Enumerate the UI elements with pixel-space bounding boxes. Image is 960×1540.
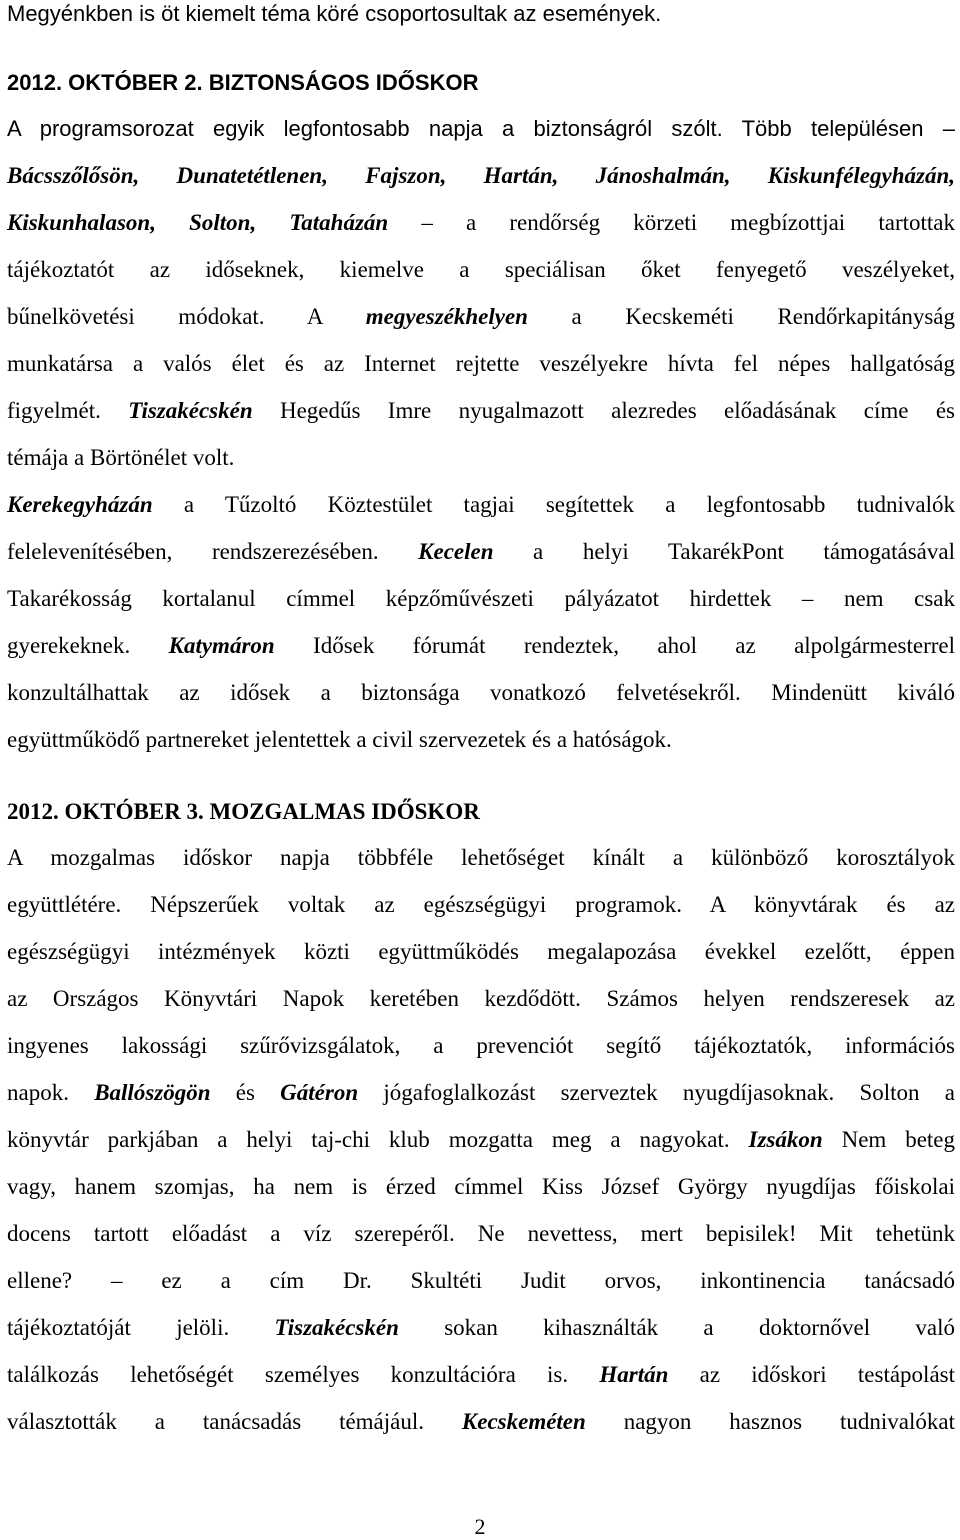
place-name: Kiskunhalason, Solton, Tataházán <box>7 210 389 235</box>
s2-line-7 <box>7 1125 955 1155</box>
place-name: Tiszakécskén <box>128 398 253 423</box>
s2-line-1: A mozgalmas időskor napja többféle lehetőséget kínált a különböző korosztályok <box>7 845 955 870</box>
text-run: Nem beteg <box>822 1127 956 1152</box>
text-run: a Tűzoltó Köztestület tagjai segítettek a legfontosabb tudnivalók <box>152 492 955 517</box>
s1-line-1: A programsorozat egyik legfontosabb napja a biztonságról szólt. Több településen – <box>7 116 955 141</box>
place-name: Gátéron <box>280 1080 359 1105</box>
text-run: a helyi TakarékPont támogatásával <box>493 539 955 564</box>
place-name: Kecelen <box>418 539 494 564</box>
place-name: megyeszékhelyen <box>365 304 528 329</box>
s2-line-9: docens tartott előadást a víz szerepéről. Ne nevettess, mert bepisilek! Mit tehetünk <box>7 1221 955 1246</box>
place-name: Kerekegyházán <box>7 492 153 517</box>
place-name: Izsákon <box>748 1127 823 1152</box>
s2-line-13 <box>7 1407 955 1437</box>
page-number: 2 <box>474 1514 486 1539</box>
s2-line-11 <box>7 1313 955 1343</box>
place-name: Tiszakécskén <box>274 1315 399 1340</box>
section1-heading: 2012. OKTÓBER 2. BIZTONSÁGOS IDŐSKOR <box>7 70 479 95</box>
intro-sentence: Megyénkben is öt kiemelt téma köré csoportosultak az események. <box>7 1 662 26</box>
text-run: gyerekeknek. <box>7 633 169 658</box>
text-run: napok. <box>7 1080 95 1105</box>
s1-line-9 <box>7 490 955 520</box>
place-name: Kecskeméten <box>461 1409 586 1434</box>
s1-line-7 <box>7 396 955 426</box>
s1-line-11: Takarékosság kortalanul címmel képzőművészeti pályázatot hirdettek – nem csak <box>7 586 955 611</box>
text-run: tájékoztatóját jelöli. <box>7 1315 275 1340</box>
section2-heading: 2012. OKTÓBER 3. MOZGALMAS IDŐSKOR <box>7 799 480 824</box>
text-run: nagyon hasznos tudnivalókat <box>585 1409 955 1434</box>
text-run: felelevenítésében, rendszerezésében. <box>7 539 419 564</box>
text-run: a Kecskeméti Rendőrkapitányság <box>527 304 956 329</box>
text-run: figyelmét. <box>7 398 129 423</box>
text-run: választották a tanácsadás témájául. <box>7 1409 462 1434</box>
s1-line-13: konzultálhattak az idősek a biztonsága vonatkozó felvetésekről. Mindenütt kiváló <box>7 680 955 705</box>
place-name: Hartán <box>599 1362 669 1387</box>
s2-line-4: az Országos Könyvtári Napok keretében kezdődött. Számos helyen rendszeresek az <box>7 986 955 1011</box>
s2-line-12 <box>7 1360 955 1390</box>
text-run: könyvtár parkjában a helyi taj-chi klub mozgatta meg a nagyokat. <box>7 1127 749 1152</box>
s2-line-8: vagy, hanem szomjas, ha nem is érzed címmel Kiss József György nyugdíjas főiskolai <box>7 1174 955 1199</box>
s1-line-4: tájékoztatót az időseknek, kiemelve a speciálisan őket fenyegető veszélyeket, <box>7 257 955 282</box>
place-name: Katymáron <box>168 633 275 658</box>
place-name: Ballószögön <box>94 1080 211 1105</box>
s2-line-5: ingyenes lakossági szűrővizsgálatok, a prevenciót segítő tájékoztatók, információs <box>7 1033 955 1058</box>
s2-line-3: egészségügyi intézmények közti együttműködés megalapozása évekkel ezelőtt, éppen <box>7 939 955 964</box>
text-run: találkozás lehetőségét személyes konzultációra is. <box>7 1362 600 1387</box>
s1-line-14: együttműködő partnereket jelentettek a civil szervezetek és a hatóságok. <box>7 727 672 752</box>
s1-line-12 <box>7 631 955 661</box>
text-run: bűnelkövetési módokat. A <box>7 304 366 329</box>
text-run: jógafoglalkozást szerveztek nyugdíjasoknak. Solton a <box>358 1080 955 1105</box>
s2-line-2: együttlétére. Népszerűek voltak az egészségügyi programok. A könyvtárak és az <box>7 892 955 917</box>
text-run: az időskori testápolást <box>668 1362 955 1387</box>
text-run: Idősek fórumát rendeztek, ahol az alpolgármesterrel <box>274 633 955 658</box>
s1-line-2: Bácsszőlősön, Dunatetétlenen, Fajszon, Hartán, Jánoshalmán, Kiskunfélegyházán, <box>7 163 955 188</box>
text-run: Hegedűs Imre nyugalmazott alezredes előadásának címe és <box>252 398 955 423</box>
s1-line-3 <box>7 208 955 238</box>
s2-line-10: ellene? – ez a cím Dr. Skultéti Judit orvos, inkontinencia tanácsadó <box>7 1268 955 1293</box>
s1-line-8: témája a Börtönélet volt. <box>7 445 235 470</box>
s1-line-6: munkatársa a valós élet és az Internet rejtette veszélyekre hívta fel népes hallgatóság <box>7 351 955 376</box>
text-run: – a rendőrség körzeti megbízottjai tartottak <box>388 210 955 235</box>
s2-line-6 <box>7 1078 955 1108</box>
s1-line-10 <box>7 537 955 567</box>
text-run: sokan kihasználták a doktornővel való <box>398 1315 956 1340</box>
text-run: és <box>210 1080 281 1105</box>
s1-line-5 <box>7 302 955 332</box>
